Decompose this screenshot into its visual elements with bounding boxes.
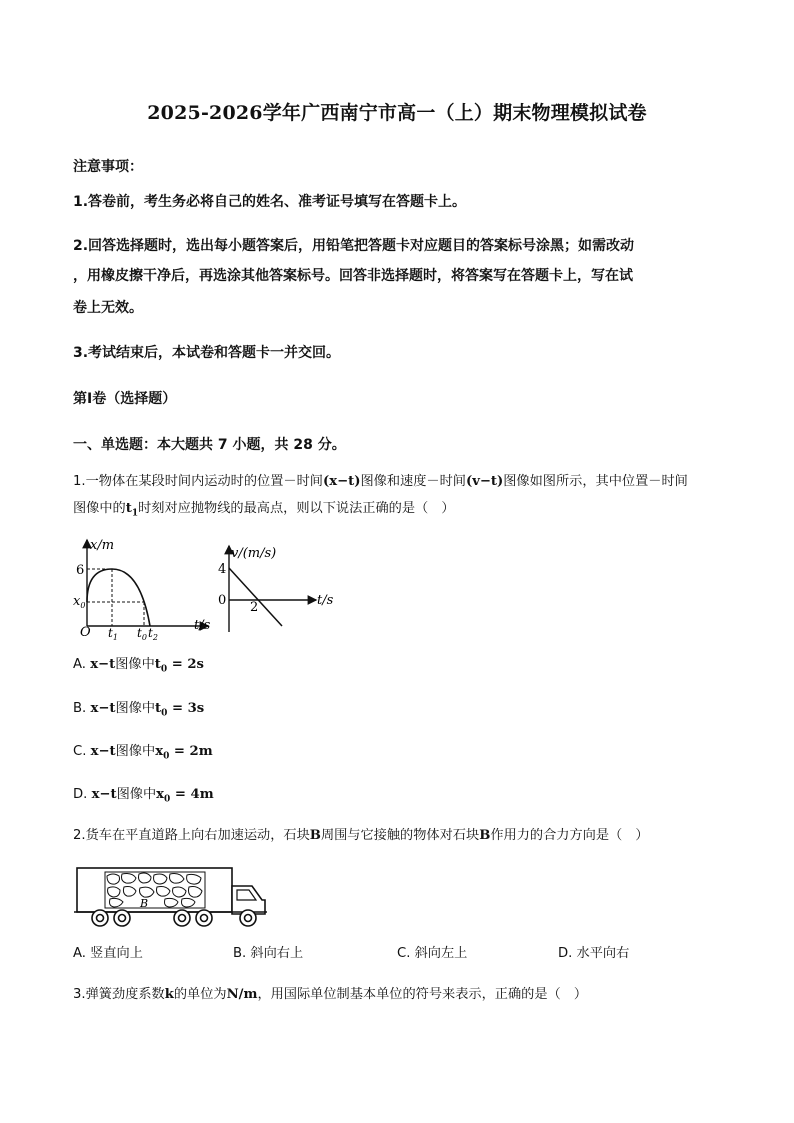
q1-math-t1-sub: 1 — [131, 508, 139, 519]
q2-option-d[interactable]: D. 水平向右 — [558, 946, 630, 961]
q2-truck-figure — [72, 862, 272, 932]
vt-tick-2: 2 — [250, 600, 259, 615]
q1-text: 1.一物体在某段时间内运动时的位置－时间 — [73, 474, 323, 489]
q2-option-c[interactable]: C. 斜向左上 — [397, 946, 468, 961]
q1-math-vt: (v−t) — [465, 474, 504, 489]
q1-option-b[interactable]: B. x−t图像中$t_0 = 3s$ — [73, 701, 205, 719]
q1-option-d[interactable]: D. x−t图像中$x_0 = 4m$ — [73, 787, 214, 805]
notice-heading: 注意事项： — [73, 159, 143, 175]
q1-text: 时刻对应抛物线的最高点，则以下说法正确的是（ ） — [138, 501, 455, 516]
notice-item-3: 3.考试结束后，本试卷和答题卡一并交回。 — [73, 345, 341, 361]
q2-stem: 2.货车在平直道路上向右加速运动，石块B周围与它接触的物体对石块B作用力的合力方向是（ ） — [73, 828, 649, 843]
xt-parabola — [87, 569, 150, 626]
q1-stem-line-1 — [73, 470, 688, 489]
section-part-title: 第Ⅰ卷（选择题） — [73, 391, 177, 407]
q1-vt-graph — [212, 542, 342, 634]
notice-item-2-line-2: ，用橡皮擦干净后，再选涂其他答案标号。回答非选择题时，将答案写在答题卡上，写在试 — [73, 268, 633, 284]
xt-tick-t1: $t_1$ — [108, 626, 118, 642]
notice-item-2-line-1: 2.回答选择题时，选出每小题答案后，用铅笔把答题卡对应题目的答案标号涂黑；如需改动 — [73, 238, 635, 254]
vt-origin: 0 — [218, 593, 227, 608]
xt-tick-t0: $t_0$ — [137, 626, 147, 642]
xt-tick-x0: $x_0$ — [73, 594, 86, 610]
q1-math-t1: t — [125, 501, 132, 516]
q1-text: 图像如图所示，其中位置－时间 — [503, 474, 688, 489]
notice-item-2-line-3: 卷上无效。 — [73, 300, 143, 316]
q1-xt-graph — [70, 532, 220, 644]
vt-tick-4: 4 — [218, 562, 227, 577]
q1-text: 图像中的 — [73, 501, 126, 516]
q1-option-c[interactable]: C. x−t图像中$x_0 = 2m$ — [73, 744, 213, 762]
xt-tick-6: 6 — [76, 563, 85, 578]
vt-line — [229, 568, 282, 626]
vt-y-label: v/(m/s) — [231, 546, 277, 561]
xt-x-label: t/s — [194, 618, 211, 633]
q2-option-b[interactable]: B. 斜向右上 — [233, 946, 304, 961]
q1-option-a[interactable]: A. x−t图像中$t_0 = 2s$ — [73, 657, 204, 675]
truck-rock-b-label: B — [140, 897, 149, 910]
notice-item-1: 1.答卷前，考生务必将自己的姓名、准考证号填写在答题卡上。 — [73, 194, 467, 210]
xt-y-label: x/m — [90, 538, 115, 553]
q1-stem-line-2 — [73, 497, 455, 519]
q1-text: 图像和速度－时间 — [360, 474, 466, 489]
q2-option-a[interactable]: A. 竖直向上 — [73, 946, 143, 961]
page-title: 2025-2026学年广西南宁市高一（上）期末物理模拟试卷 — [147, 102, 647, 124]
xt-tick-t2: $t_2$ — [148, 626, 158, 642]
q1-math-xt: (x−t) — [322, 474, 361, 489]
vt-x-label: t/s — [317, 593, 334, 608]
xt-origin: O — [80, 625, 91, 640]
q3-stem: 3.弹簧劲度系数k的单位为N/m，用国际单位制基本单位的符号来表示，正确的是（ ） — [73, 987, 588, 1002]
section-heading: 一、单选题：本大题共 7 小题，共 28 分。 — [73, 437, 346, 453]
